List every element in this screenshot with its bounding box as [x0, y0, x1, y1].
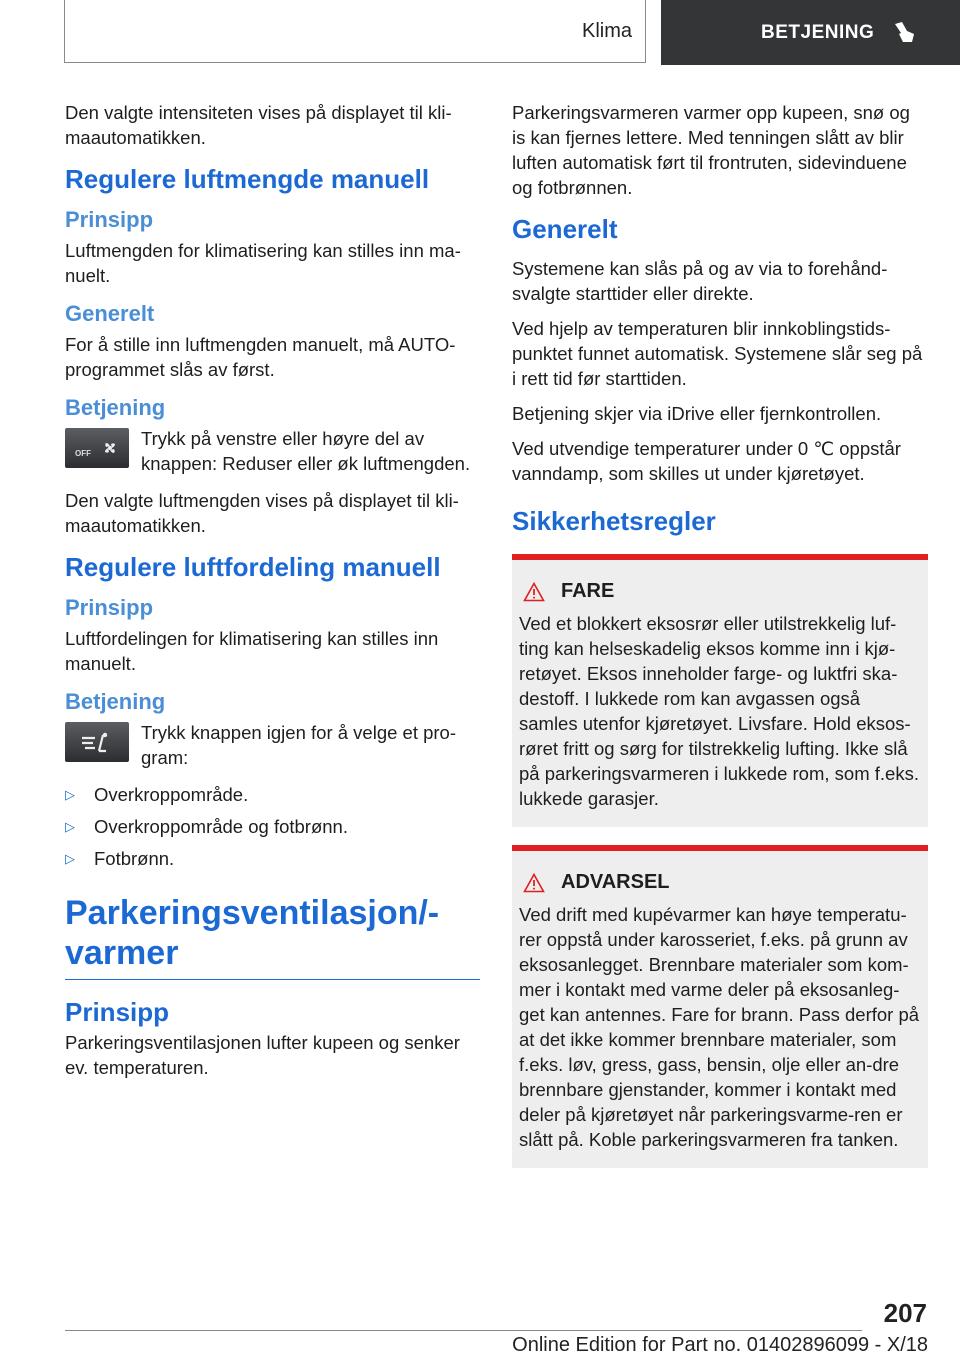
subheading: Prinsipp	[65, 595, 154, 620]
left-column	[65, 100, 480, 1090]
paragraph: Trykk på venstre eller høyre del av knappen: Reduser eller øk luftmengden.	[141, 428, 471, 474]
paragraph: Trykk knappen igjen for å velge et pro-gram:	[141, 722, 457, 768]
airflow-icon	[79, 731, 115, 753]
subheading: Betjening	[65, 395, 166, 420]
paragraph: Den valgte luftmengden vises på displayet til kli-maautomatikken.	[65, 490, 459, 536]
paragraph: Luftfordelingen for klimatisering kan stilles inn manuelt.	[65, 628, 439, 674]
danger-warning-box	[512, 554, 928, 827]
section-title: Klima	[581, 19, 632, 42]
page-header	[64, 0, 960, 65]
program-list	[65, 782, 480, 871]
triangle-bullet-icon: ▷	[65, 851, 75, 866]
paragraph: For å stille inn luftmengden manuelt, må AUTO-programmet slås av først.	[65, 334, 456, 380]
list-item: ▷ Fotbrønn.	[65, 848, 175, 869]
paragraph: Systemene kan slås på og av via to forehånd-svalgte starttider eller direkte.	[512, 258, 888, 304]
page-number: 207	[883, 1298, 927, 1328]
section-heading: Regulere luftmengde manuell	[65, 164, 430, 194]
chapter-heading: Parkeringsventilasjon/-varmer	[65, 893, 480, 980]
warning-title: ADVARSEL	[519, 871, 921, 894]
footer-divider	[65, 1330, 862, 1331]
right-column	[512, 100, 928, 1184]
edition-note: Online Edition for Part no. 01402896099 - X/18	[512, 1334, 928, 1356]
fan-icon	[101, 439, 119, 457]
chapter-title: BETJENING	[761, 21, 875, 43]
warning-text: Ved drift med kupévarmer kan høye temperatu-rer oppstå under karosseriet, f.eks. på grunn av eksosanlegget. Brennbare materialer som kom-mer i kontakt med varme deler på eksosanleg-get kan antennes. Fare for brann. Pass derfor på at det ikke kommer brennbare materialer, som f.eks. løv, gress, gass, bensin, olje eller an-dre brennbare gjenstander, kommer i kontakt med deler på kjøretøyet når parkeringsvarme-ren er slått på. Koble parkeringsvarmeren fra tanken.	[519, 904, 920, 1150]
warning-title: FARE	[519, 580, 921, 603]
list-item: ▷ Overkroppområde og fotbrønn.	[65, 816, 348, 837]
instruction-with-icon	[65, 720, 480, 770]
section-heading: Sikkerhetsregler	[512, 506, 716, 536]
subheading: Betjening	[65, 689, 166, 714]
section-heading: Generelt	[512, 214, 618, 244]
warning-text: Ved et blokkert eksosrør eller utilstrekkelig luf-ting kan helseskadelig eksos komme inn i kjø-retøyet. Eksos inneholder farge- og luktfri ska-destoff. I lukkede rom kan avgassen også samles utenfor kjøretøyet. Livsfare. Hold eksos-røret fritt og sørg for tilstrekkelig lufting. Ikke slå på parkeringsvarmeren i lukkede rom, som f.eks. lukkede garasjer.	[519, 613, 919, 809]
triangle-bullet-icon: ▷	[65, 787, 75, 802]
fan-speed-button-icon	[65, 428, 129, 468]
section-tab	[64, 0, 646, 63]
paragraph: Den valgte intensiteten vises på displayet til kli-maautomatikken.	[65, 102, 452, 148]
instruction-with-icon	[65, 426, 480, 476]
paragraph: Betjening skjer via iDrive eller fjernkontrollen.	[512, 403, 882, 424]
subheading: Generelt	[65, 301, 155, 326]
paragraph: Parkeringsventilasjonen lufter kupeen og senker ev. temperaturen.	[65, 1032, 460, 1078]
subheading: Prinsipp	[65, 207, 154, 232]
caution-warning-box	[512, 845, 928, 1168]
triangle-bullet-icon: ▷	[65, 819, 75, 834]
list-item: ▷ Overkroppområde.	[65, 784, 249, 805]
section-heading: Regulere luftfordeling manuell	[65, 552, 441, 582]
paragraph: Ved utvendige temperaturer under 0 ℃ oppstår vanndamp, som skilles ut under kjøretøyet.	[512, 438, 901, 484]
off-label: OFF	[75, 448, 91, 458]
air-distribution-button-icon	[65, 722, 129, 762]
paragraph: Parkeringsvarmeren varmer opp kupeen, snø og is kan fjernes lettere. Med tenningen slått av blir luften automatisk ført til frontruten, sidevinduene og fotbrønnen.	[512, 102, 910, 198]
warning-triangle-icon	[523, 873, 545, 893]
hand-pointer-icon	[890, 20, 916, 46]
warning-triangle-icon	[523, 582, 545, 602]
paragraph: Ved hjelp av temperaturen blir innkoblingstids-punktet funnet automatisk. Systemene slår seg på i rett tid før starttiden.	[512, 318, 923, 389]
paragraph: Luftmengden for klimatisering kan stilles inn ma-nuelt.	[65, 240, 461, 286]
chapter-tab	[661, 0, 960, 65]
subheading: Prinsipp	[65, 997, 170, 1027]
